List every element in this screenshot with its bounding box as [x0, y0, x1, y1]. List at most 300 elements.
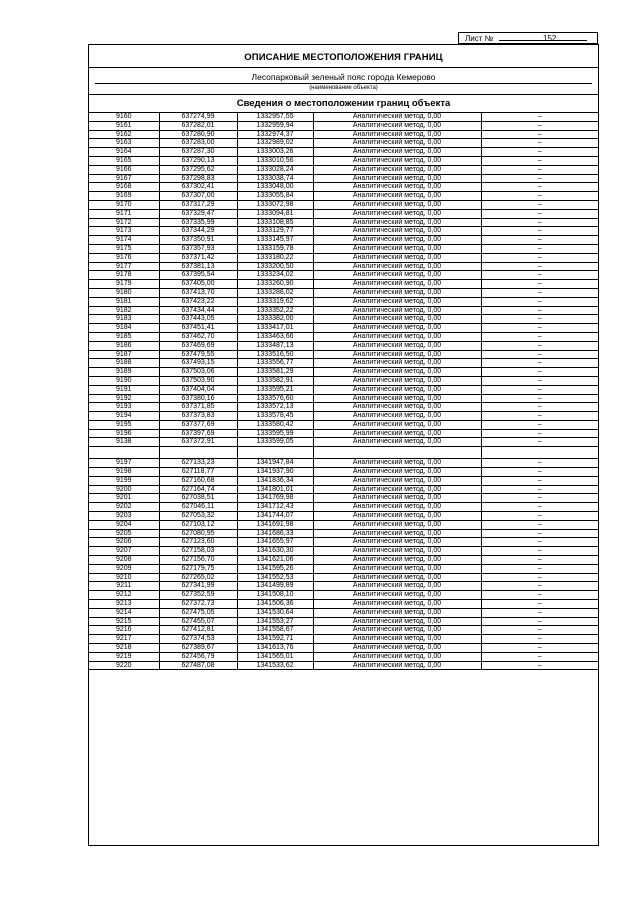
y-coordinate-cell: 1341937,90	[237, 468, 313, 477]
y-coordinate-cell: 1333003,26	[237, 148, 313, 157]
x-coordinate-cell: 627046,11	[159, 503, 237, 512]
method-cell: Аналитический метод, 0,00	[313, 244, 481, 253]
x-coordinate-cell: 627053,32	[159, 512, 237, 521]
table-row	[89, 617, 598, 626]
description-cell: –	[481, 376, 598, 385]
table-row	[89, 661, 598, 670]
table-row	[89, 512, 598, 521]
description-cell: –	[481, 227, 598, 236]
y-coordinate-cell: 1333288,02	[237, 288, 313, 297]
table-row	[89, 165, 598, 174]
table-row	[89, 271, 598, 280]
y-coordinate-cell: 1333010,56	[237, 156, 313, 165]
object-name-underline	[95, 83, 592, 84]
x-coordinate-cell: 637380,16	[159, 394, 237, 403]
table-row	[89, 503, 598, 512]
y-coordinate-cell: 1341592,71	[237, 635, 313, 644]
y-coordinate-cell: 1332989,02	[237, 139, 313, 148]
point-number-cell: 9198	[89, 468, 159, 477]
x-coordinate-cell: 627160,68	[159, 476, 237, 485]
x-coordinate-cell: 627164,74	[159, 485, 237, 494]
x-coordinate-cell: 637372,91	[159, 438, 237, 447]
y-coordinate-cell: 1341506,36	[237, 600, 313, 609]
description-cell: –	[481, 385, 598, 394]
point-number-cell: 9197	[89, 459, 159, 468]
sheet-number: 152	[543, 34, 557, 43]
description-cell: –	[481, 412, 598, 421]
empty-cell	[313, 447, 481, 459]
table-row	[89, 324, 598, 333]
table-row	[89, 547, 598, 556]
method-cell: Аналитический метод, 0,00	[313, 271, 481, 280]
table-row	[89, 635, 598, 644]
method-cell: Аналитический метод, 0,00	[313, 359, 481, 368]
table-row	[89, 626, 598, 635]
x-coordinate-cell: 627341,99	[159, 582, 237, 591]
point-number-cell: 9175	[89, 244, 159, 253]
y-coordinate-cell: 1341712,43	[237, 503, 313, 512]
x-coordinate-cell: 637357,93	[159, 244, 237, 253]
description-cell: –	[481, 218, 598, 227]
point-number-cell: 9203	[89, 512, 159, 521]
method-cell: Аналитический метод, 0,00	[313, 280, 481, 289]
y-coordinate-cell: 1341836,34	[237, 476, 313, 485]
y-coordinate-cell: 1341508,10	[237, 591, 313, 600]
description-cell: –	[481, 547, 598, 556]
point-number-cell: 9206	[89, 538, 159, 547]
description-cell: –	[481, 626, 598, 635]
description-cell: –	[481, 350, 598, 359]
y-coordinate-cell: 1333159,78	[237, 244, 313, 253]
point-number-cell: 9209	[89, 564, 159, 573]
method-cell: Аналитический метод, 0,00	[313, 183, 481, 192]
x-coordinate-cell: 627156,70	[159, 556, 237, 565]
section-title: Сведения о местоположении границ объекта	[236, 98, 451, 109]
description-cell: –	[481, 359, 598, 368]
table-row	[89, 420, 598, 429]
method-cell: Аналитический метод, 0,00	[313, 438, 481, 447]
document-title: ОПИСАНИЕ МЕСТОПОЛОЖЕНИЯ ГРАНИЦ	[244, 52, 443, 63]
x-coordinate-cell: 637287,30	[159, 148, 237, 157]
point-number-cell: 9167	[89, 174, 159, 183]
description-cell: –	[481, 644, 598, 653]
y-coordinate-cell: 1333417,01	[237, 324, 313, 333]
table-row	[89, 262, 598, 271]
description-cell: –	[481, 165, 598, 174]
y-coordinate-cell: 1332959,94	[237, 121, 313, 130]
y-coordinate-cell: 1341533,62	[237, 661, 313, 670]
method-cell: Аналитический метод, 0,00	[313, 626, 481, 635]
description-cell: –	[481, 244, 598, 253]
method-cell: Аналитический метод, 0,00	[313, 459, 481, 468]
description-cell: –	[481, 139, 598, 148]
table-row	[89, 306, 598, 315]
x-coordinate-cell: 637280,90	[159, 130, 237, 139]
description-cell: –	[481, 573, 598, 582]
table-row	[89, 174, 598, 183]
point-number-cell: 9220	[89, 661, 159, 670]
table-row	[89, 494, 598, 503]
point-number-cell: 9181	[89, 297, 159, 306]
table-row	[89, 520, 598, 529]
point-number-cell: 9190	[89, 376, 159, 385]
point-number-cell: 9163	[89, 139, 159, 148]
method-cell: Аналитический метод, 0,00	[313, 608, 481, 617]
x-coordinate-cell: 637371,42	[159, 253, 237, 262]
object-name: Лесопарковый зеленый пояс города Кемерово	[251, 72, 436, 82]
description-cell: –	[481, 236, 598, 245]
method-cell: Аналитический метод, 0,00	[313, 582, 481, 591]
method-cell: Аналитический метод, 0,00	[313, 600, 481, 609]
method-cell: Аналитический метод, 0,00	[313, 227, 481, 236]
description-cell: –	[481, 600, 598, 609]
point-number-cell: 9162	[89, 130, 159, 139]
x-coordinate-cell: 637371,85	[159, 403, 237, 412]
point-number-cell: 9183	[89, 315, 159, 324]
document-frame	[88, 44, 599, 846]
method-cell: Аналитический метод, 0,00	[313, 288, 481, 297]
table-row	[89, 332, 598, 341]
method-cell: Аналитический метод, 0,00	[313, 412, 481, 421]
x-coordinate-cell: 637493,15	[159, 359, 237, 368]
x-coordinate-cell: 627372,73	[159, 600, 237, 609]
point-number-cell: 9196	[89, 429, 159, 438]
method-cell: Аналитический метод, 0,00	[313, 564, 481, 573]
description-cell: –	[481, 200, 598, 209]
table-row	[89, 556, 598, 565]
y-coordinate-cell: 1341552,53	[237, 573, 313, 582]
table-row	[89, 156, 598, 165]
point-number-cell: 9171	[89, 209, 159, 218]
x-coordinate-cell: 637503,06	[159, 368, 237, 377]
x-coordinate-cell: 637423,22	[159, 297, 237, 306]
point-number-cell: 9216	[89, 626, 159, 635]
method-cell: Аналитический метод, 0,00	[313, 192, 481, 201]
description-cell: –	[481, 468, 598, 477]
description-cell: –	[481, 156, 598, 165]
y-coordinate-cell: 1333572,13	[237, 403, 313, 412]
y-coordinate-cell: 1333578,45	[237, 412, 313, 421]
method-cell: Аналитический метод, 0,00	[313, 236, 481, 245]
description-cell: –	[481, 476, 598, 485]
description-cell: –	[481, 271, 598, 280]
description-cell: –	[481, 420, 598, 429]
point-number-cell: 9169	[89, 192, 159, 201]
y-coordinate-cell: 1341630,30	[237, 547, 313, 556]
point-number-cell: 9177	[89, 262, 159, 271]
x-coordinate-cell: 637395,54	[159, 271, 237, 280]
description-cell: –	[481, 564, 598, 573]
method-cell: Аналитический метод, 0,00	[313, 635, 481, 644]
x-coordinate-cell: 637344,29	[159, 227, 237, 236]
y-coordinate-cell: 1333260,90	[237, 280, 313, 289]
point-number-cell: 9188	[89, 359, 159, 368]
method-cell: Аналитический метод, 0,00	[313, 652, 481, 661]
empty-cell	[89, 447, 159, 459]
description-cell: –	[481, 529, 598, 538]
x-coordinate-cell: 637413,70	[159, 288, 237, 297]
method-cell: Аналитический метод, 0,00	[313, 661, 481, 670]
sheet-number-box	[458, 32, 598, 44]
x-coordinate-cell: 627158,03	[159, 547, 237, 556]
table-row	[89, 476, 598, 485]
method-cell: Аналитический метод, 0,00	[313, 262, 481, 271]
y-coordinate-cell: 1333595,99	[237, 429, 313, 438]
description-cell: –	[481, 209, 598, 218]
table-row	[89, 385, 598, 394]
description-cell: –	[481, 332, 598, 341]
point-number-cell: 9184	[89, 324, 159, 333]
y-coordinate-cell: 1341613,76	[237, 644, 313, 653]
point-number-cell: 9174	[89, 236, 159, 245]
point-number-cell: 9205	[89, 529, 159, 538]
description-cell: –	[481, 635, 598, 644]
method-cell: Аналитический метод, 0,00	[313, 218, 481, 227]
y-coordinate-cell: 1333556,77	[237, 359, 313, 368]
point-number-cell: 9219	[89, 652, 159, 661]
description-cell: –	[481, 556, 598, 565]
description-cell: –	[481, 315, 598, 324]
header-divider	[89, 94, 598, 95]
method-cell: Аналитический метод, 0,00	[313, 253, 481, 262]
point-number-cell: 9215	[89, 617, 159, 626]
empty-cell	[237, 447, 313, 459]
point-number-cell: 9185	[89, 332, 159, 341]
point-number-cell: 9195	[89, 420, 159, 429]
x-coordinate-cell: 627455,07	[159, 617, 237, 626]
y-coordinate-cell: 1332957,55	[237, 113, 313, 121]
point-number-cell: 9182	[89, 306, 159, 315]
x-coordinate-cell: 627038,51	[159, 494, 237, 503]
x-coordinate-cell: 637405,00	[159, 280, 237, 289]
x-coordinate-cell: 627118,77	[159, 468, 237, 477]
table-row	[89, 591, 598, 600]
method-cell: Аналитический метод, 0,00	[313, 529, 481, 538]
table-row	[89, 459, 598, 468]
description-cell: –	[481, 661, 598, 670]
y-coordinate-cell: 1341744,07	[237, 512, 313, 521]
table-row	[89, 192, 598, 201]
y-coordinate-cell: 1333599,05	[237, 438, 313, 447]
method-cell: Аналитический метод, 0,00	[313, 306, 481, 315]
point-number-cell: 9180	[89, 288, 159, 297]
x-coordinate-cell: 637377,69	[159, 420, 237, 429]
point-number-cell: 9218	[89, 644, 159, 653]
y-coordinate-cell: 1341553,27	[237, 617, 313, 626]
point-number-cell: 9178	[89, 271, 159, 280]
point-number-cell: 9217	[89, 635, 159, 644]
x-coordinate-cell: 627133,23	[159, 459, 237, 468]
description-cell: –	[481, 148, 598, 157]
point-number-cell: 9207	[89, 547, 159, 556]
x-coordinate-cell: 627389,67	[159, 644, 237, 653]
table-row	[89, 253, 598, 262]
document-header	[89, 45, 598, 113]
method-cell: Аналитический метод, 0,00	[313, 341, 481, 350]
y-coordinate-cell: 1333055,84	[237, 192, 313, 201]
x-coordinate-cell: 637329,47	[159, 209, 237, 218]
description-cell: –	[481, 520, 598, 529]
description-cell: –	[481, 280, 598, 289]
x-coordinate-cell: 637317,29	[159, 200, 237, 209]
method-cell: Аналитический метод, 0,00	[313, 468, 481, 477]
method-cell: Аналитический метод, 0,00	[313, 165, 481, 174]
point-number-cell: 9160	[89, 113, 159, 121]
table-row-spacer	[89, 447, 598, 459]
table-row	[89, 394, 598, 403]
method-cell: Аналитический метод, 0,00	[313, 538, 481, 547]
point-number-cell: 9210	[89, 573, 159, 582]
description-cell: –	[481, 582, 598, 591]
y-coordinate-cell: 1333582,91	[237, 376, 313, 385]
y-coordinate-cell: 1333072,98	[237, 200, 313, 209]
table-row	[89, 288, 598, 297]
x-coordinate-cell: 637397,69	[159, 429, 237, 438]
table-row	[89, 608, 598, 617]
method-cell: Аналитический метод, 0,00	[313, 512, 481, 521]
description-cell: –	[481, 429, 598, 438]
table-row	[89, 429, 598, 438]
method-cell: Аналитический метод, 0,00	[313, 209, 481, 218]
y-coordinate-cell: 1333463,66	[237, 332, 313, 341]
point-number-cell: 9212	[89, 591, 159, 600]
method-cell: Аналитический метод, 0,00	[313, 324, 481, 333]
coordinates-table-body	[89, 113, 598, 670]
table-row	[89, 538, 598, 547]
table-row	[89, 209, 598, 218]
header-divider	[89, 67, 598, 68]
description-cell: –	[481, 297, 598, 306]
method-cell: Аналитический метод, 0,00	[313, 503, 481, 512]
method-cell: Аналитический метод, 0,00	[313, 485, 481, 494]
x-coordinate-cell: 637307,00	[159, 192, 237, 201]
x-coordinate-cell: 637479,55	[159, 350, 237, 359]
table-row	[89, 218, 598, 227]
description-cell: –	[481, 113, 598, 121]
y-coordinate-cell: 1333038,74	[237, 174, 313, 183]
table-row	[89, 183, 598, 192]
description-cell: –	[481, 183, 598, 192]
table-row	[89, 350, 598, 359]
x-coordinate-cell: 627265,02	[159, 573, 237, 582]
y-coordinate-cell: 1333581,29	[237, 368, 313, 377]
method-cell: Аналитический метод, 0,00	[313, 350, 481, 359]
point-number-cell: 9170	[89, 200, 159, 209]
y-coordinate-cell: 1333595,21	[237, 385, 313, 394]
description-cell: –	[481, 485, 598, 494]
x-coordinate-cell: 637469,69	[159, 341, 237, 350]
method-cell: Аналитический метод, 0,00	[313, 297, 481, 306]
description-cell: –	[481, 652, 598, 661]
description-cell: –	[481, 121, 598, 130]
method-cell: Аналитический метод, 0,00	[313, 420, 481, 429]
method-cell: Аналитический метод, 0,00	[313, 476, 481, 485]
y-coordinate-cell: 1333382,00	[237, 315, 313, 324]
table-row	[89, 315, 598, 324]
point-number-cell: 9164	[89, 148, 159, 157]
point-number-cell: 9192	[89, 394, 159, 403]
x-coordinate-cell: 637451,41	[159, 324, 237, 333]
sheet-label: Лист №	[465, 34, 494, 43]
point-number-cell: 9191	[89, 385, 159, 394]
x-coordinate-cell: 627103,12	[159, 520, 237, 529]
table-row	[89, 244, 598, 253]
y-coordinate-cell: 1333516,50	[237, 350, 313, 359]
method-cell: Аналитический метод, 0,00	[313, 315, 481, 324]
y-coordinate-cell: 1333487,13	[237, 341, 313, 350]
x-coordinate-cell: 627412,81	[159, 626, 237, 635]
method-cell: Аналитический метод, 0,00	[313, 174, 481, 183]
point-number-cell: 9173	[89, 227, 159, 236]
description-cell: –	[481, 459, 598, 468]
method-cell: Аналитический метод, 0,00	[313, 547, 481, 556]
point-number-cell: 9187	[89, 350, 159, 359]
method-cell: Аналитический метод, 0,00	[313, 148, 481, 157]
point-number-cell: 9213	[89, 600, 159, 609]
y-coordinate-cell: 1341530,64	[237, 608, 313, 617]
y-coordinate-cell: 1333180,22	[237, 253, 313, 262]
description-cell: –	[481, 306, 598, 315]
description-cell: –	[481, 324, 598, 333]
x-coordinate-cell: 637298,83	[159, 174, 237, 183]
table-row	[89, 200, 598, 209]
y-coordinate-cell: 1333094,81	[237, 209, 313, 218]
method-cell: Аналитический метод, 0,00	[313, 113, 481, 121]
table-row	[89, 376, 598, 385]
y-coordinate-cell: 1333145,97	[237, 236, 313, 245]
table-row	[89, 359, 598, 368]
method-cell: Аналитический метод, 0,00	[313, 494, 481, 503]
point-number-cell: 9186	[89, 341, 159, 350]
description-cell: –	[481, 538, 598, 547]
y-coordinate-cell: 1333580,42	[237, 420, 313, 429]
x-coordinate-cell: 627475,05	[159, 608, 237, 617]
y-coordinate-cell: 1341947,84	[237, 459, 313, 468]
x-coordinate-cell: 637503,90	[159, 376, 237, 385]
table-row	[89, 139, 598, 148]
point-number-cell: 9194	[89, 412, 159, 421]
x-coordinate-cell: 637274,99	[159, 113, 237, 121]
coordinates-table	[89, 113, 598, 670]
table-row	[89, 582, 598, 591]
method-cell: Аналитический метод, 0,00	[313, 556, 481, 565]
table-row	[89, 368, 598, 377]
method-cell: Аналитический метод, 0,00	[313, 520, 481, 529]
method-cell: Аналитический метод, 0,00	[313, 591, 481, 600]
x-coordinate-cell: 637282,01	[159, 121, 237, 130]
point-number-cell: 9189	[89, 368, 159, 377]
y-coordinate-cell: 1341655,97	[237, 538, 313, 547]
description-cell: –	[481, 262, 598, 271]
table-row	[89, 297, 598, 306]
table-row	[89, 652, 598, 661]
description-cell: –	[481, 341, 598, 350]
table-row	[89, 280, 598, 289]
point-number-cell: 9211	[89, 582, 159, 591]
table-row	[89, 113, 598, 121]
object-name-caption: (наименование объекта)	[309, 85, 378, 91]
x-coordinate-cell: 637290,13	[159, 156, 237, 165]
method-cell: Аналитический метод, 0,00	[313, 429, 481, 438]
y-coordinate-cell: 1341499,89	[237, 582, 313, 591]
point-number-cell: 9179	[89, 280, 159, 289]
point-number-cell: 9199	[89, 476, 159, 485]
x-coordinate-cell: 637443,05	[159, 315, 237, 324]
method-cell: Аналитический метод, 0,00	[313, 156, 481, 165]
description-cell: –	[481, 503, 598, 512]
y-coordinate-cell: 1333319,62	[237, 297, 313, 306]
x-coordinate-cell: 637350,91	[159, 236, 237, 245]
